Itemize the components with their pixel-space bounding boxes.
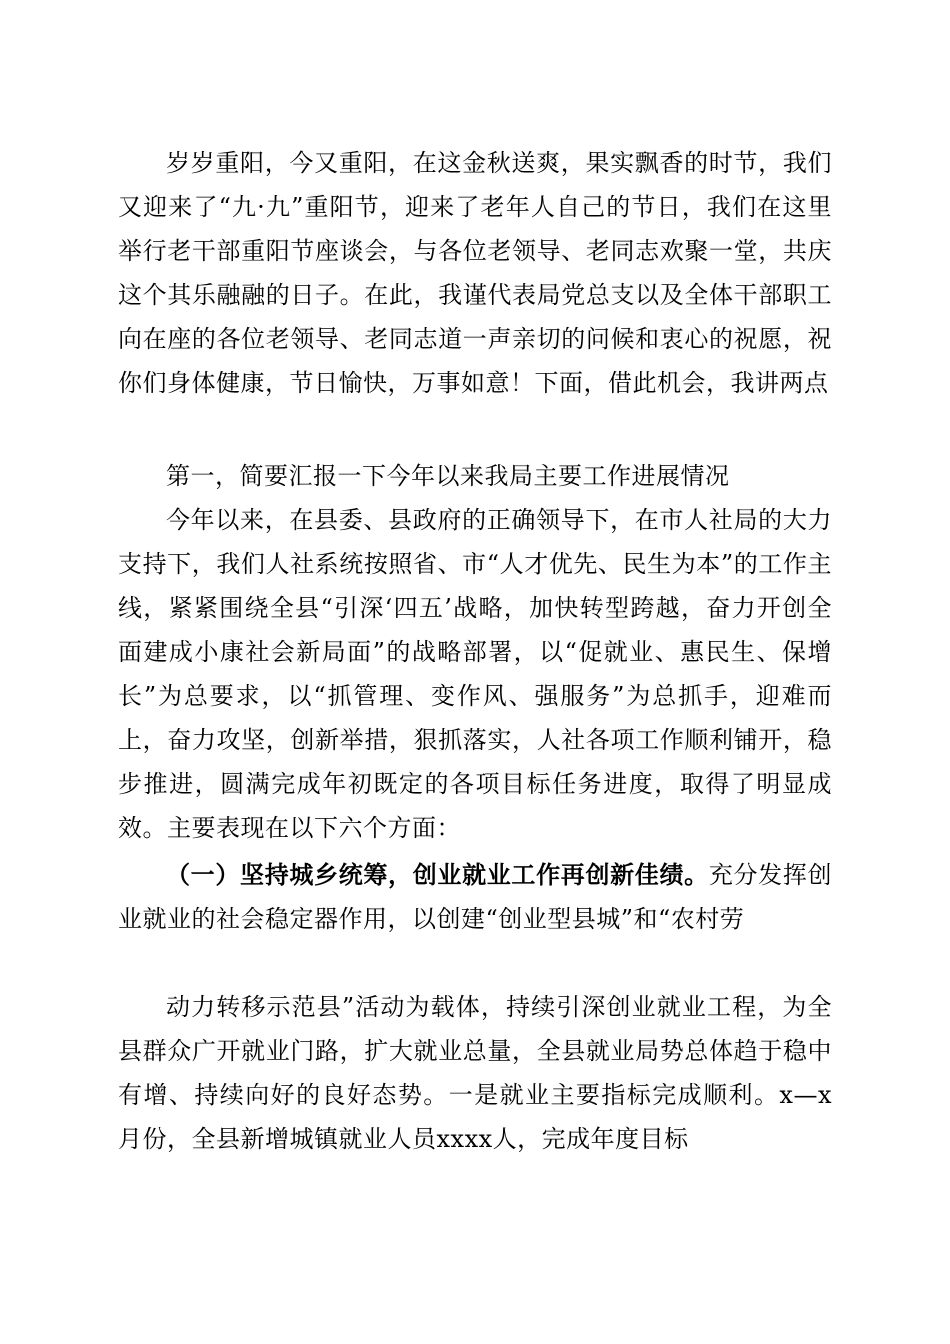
continuation-paragraph: 动力转移示范县”活动为载体，持续引深创业就业工程，为全县群众广开就业门路，扩大就业总量，全县就业局势总体趋于稳中有增、持续向好的良好态势。一是就业主要指标完成顺利。x—x月份，全县新增城镇就业人员xxxx人，完成年度目标 xyxy=(118,993,832,1153)
heading-first-point: 第一，简要汇报一下今年以来我局主要工作进展情况 xyxy=(166,462,730,490)
intro-paragraph: 岁岁重阳，今又重阳，在这金秋送爽，果实飘香的时节，我们又迎来了“九·九”重阳节，迎来了老年人自己的节日，我们在这里举行老干部重阳节座谈会，与各位老领导、老同志欢聚一堂，共庆这个其乐融融的日子。在此，我谨代表局党总支以及全体干部职工向在座的各位老领导、老同志道一声亲切的问候和衷心的祝愿，祝你们身体健康，节日愉快，万事如意！下面，借此机会，我讲两点 xyxy=(118,149,832,397)
section-one-body: 充分发挥创业就业的社会稳定器作用，以创建“创业型县城”和“农村劳 xyxy=(118,861,833,933)
progress-paragraph: 今年以来，在县委、县政府的正确领导下，在市人社局的大力支持下，我们人社系统按照省、市“人才优先、民生为本”的工作主线，紧紧围绕全县“引深‘四五’战略，加快转型跨越，奋力开创全面建成小康社会新局面”的战略部署，以“促就业、惠民生、保增长”为总要求，以“抓管理、变作风、强服务”为总抓手，迎难而上，奋力攻坚，创新举措，狠抓落实，人社各项工作顺利铺开，稳步推进，圆满完成年初既定的各项目标任务进度，取得了明显成效。主要表现在以下六个方面： xyxy=(118,506,832,842)
section-one-title: （一）坚持城乡统筹，创业就业工作再创新佳绩。 xyxy=(166,860,709,889)
section-one-paragraph xyxy=(118,853,832,941)
